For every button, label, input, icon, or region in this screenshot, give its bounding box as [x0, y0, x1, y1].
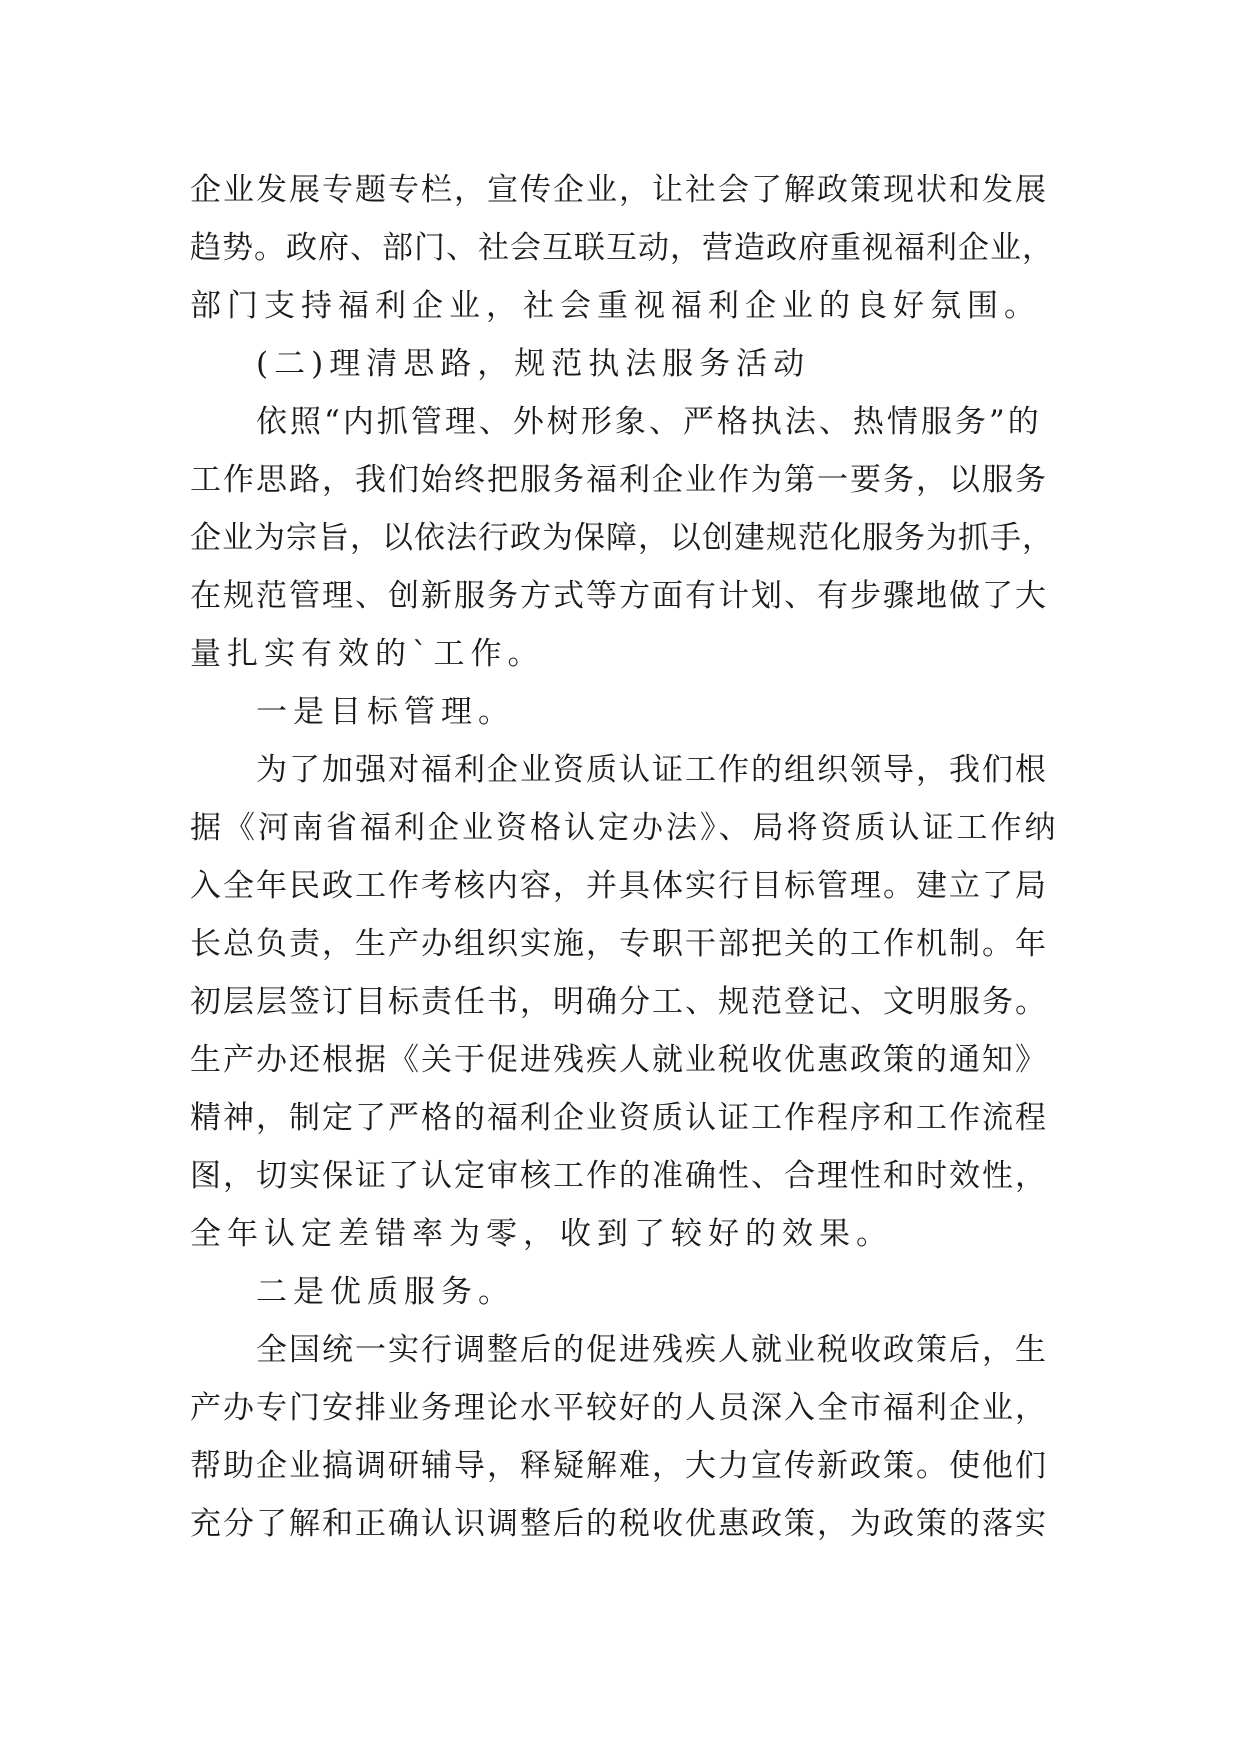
- text-line: 依照“内抓管理、外树形象、严格执法、热情服务”的: [256, 404, 1042, 440]
- text-line: 图，切实保证了认定审核工作的准确性、合理性和时效性，: [190, 1158, 1048, 1194]
- text-line: 初层层签订目标责任书，明确分工、规范登记、文明服务。: [190, 984, 1048, 1020]
- text-line: 入全年民政工作考核内容，并具体实行目标管理。建立了局: [190, 868, 1048, 904]
- text-line: 部门支持福利企业，社会重视福利企业的良好氛围。: [190, 288, 1041, 324]
- text-line: 为了加强对福利企业资质认证工作的组织领导，我们根: [256, 752, 1048, 788]
- subheading: 一是目标管理。: [256, 694, 515, 730]
- text-line: 企业为宗旨，以依法行政为保障，以创建规范化服务为抓手，: [190, 520, 1054, 556]
- text-line: 趋势。政府、部门、社会互联互动，营造政府重视福利企业，: [190, 230, 1054, 266]
- subheading: 二是优质服务。: [256, 1274, 515, 1310]
- text-line: 全国统一实行调整后的促进残疾人就业税收政策后，生: [256, 1332, 1048, 1368]
- text-line: 产办专门安排业务理论水平较好的人员深入全市福利企业，: [190, 1390, 1048, 1426]
- text-line: 精神，制定了严格的福利企业资质认证工作程序和工作流程: [190, 1100, 1048, 1136]
- text-line: 据《河南省福利企业资格认定办法》、局将资质认证工作纳: [190, 810, 1059, 846]
- section-heading: (二)理清思路，规范执法服务活动: [256, 346, 811, 382]
- text-line: 工作思路，我们始终把服务福利企业作为第一要务，以服务: [190, 462, 1048, 498]
- text-line: 帮助企业搞调研辅导，释疑解难，大力宣传新政策。使他们: [190, 1448, 1048, 1484]
- text-line: 生产办还根据《关于促进残疾人就业税收优惠政策的通知》: [190, 1042, 1048, 1078]
- text-line: 全年认定差错率为零，收到了较好的效果。: [190, 1216, 893, 1252]
- text-line: 长总负责，生产办组织实施，专职干部把关的工作机制。年: [190, 926, 1048, 962]
- text-line: 充分了解和正确认识调整后的税收优惠政策，为政策的落实: [190, 1506, 1048, 1542]
- text-line: 在规范管理、创新服务方式等方面有计划、有步骤地做了大: [190, 578, 1048, 614]
- text-line: 企业发展专题专栏，宣传企业，让社会了解政策现状和发展: [190, 172, 1048, 208]
- text-line: 量扎实有效的`工作。: [190, 636, 545, 672]
